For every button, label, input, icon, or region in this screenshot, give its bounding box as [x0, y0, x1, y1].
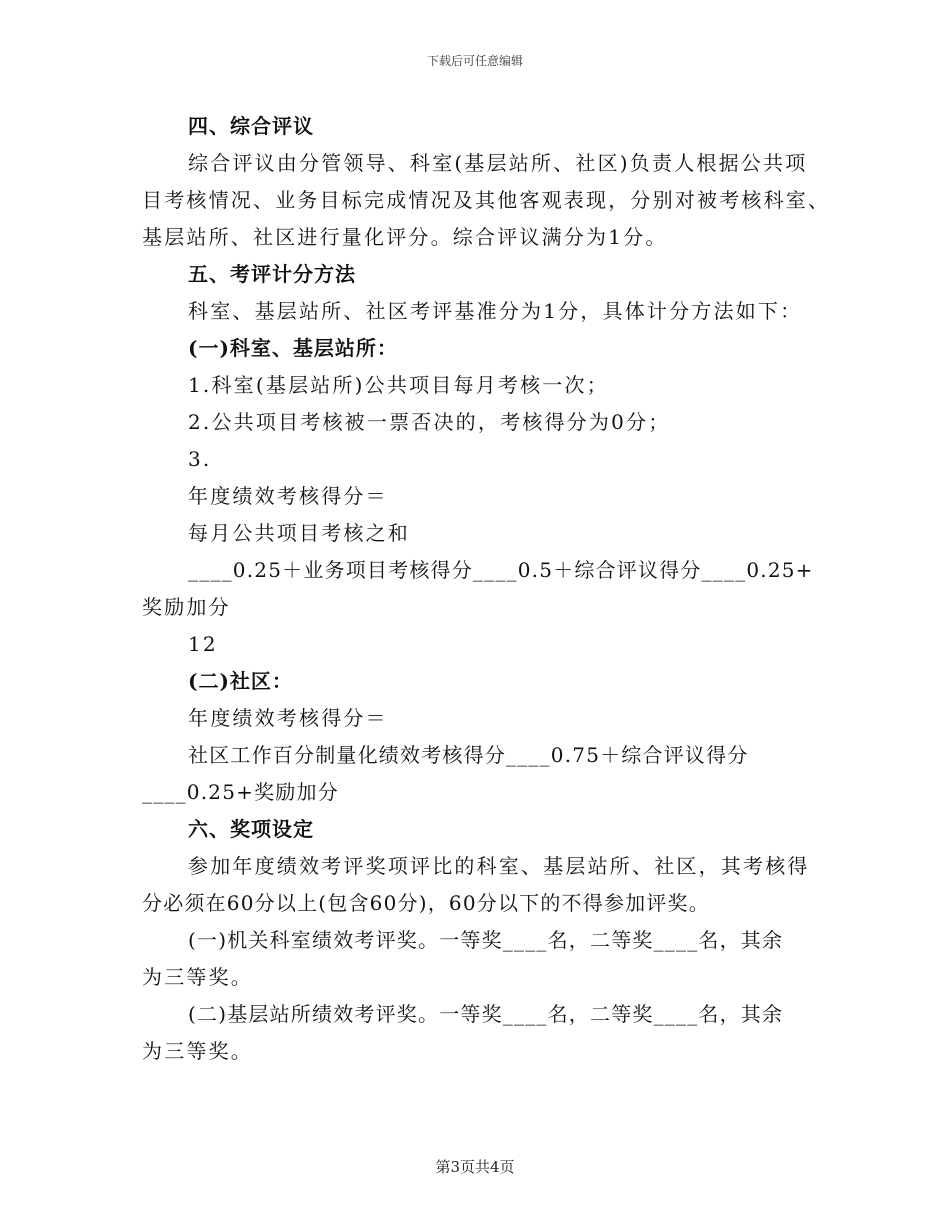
section-heading-6: 六、奖项设定 — [188, 817, 314, 841]
subsection-heading-1: (一)科室、基层站所： — [188, 336, 398, 360]
formula-line: ____0.25+奖励加分 — [142, 780, 339, 804]
formula-line: ____0.25＋业务项目考核得分____0.5＋综合评议得分____0.25+ — [188, 558, 814, 582]
list-item: 2.公共项目考核被一票否决的，考核得分为0分； — [188, 410, 671, 434]
paragraph-line: 为三等奖。 — [142, 1039, 253, 1063]
subsection-heading-2: (二)社区： — [188, 669, 293, 693]
section-heading-5: 五、考评计分方法 — [188, 262, 356, 286]
document-body — [142, 108, 831, 1070]
formula-line: 12 — [188, 632, 218, 656]
paragraph-line: (一)机关科室绩效考评奖。一等奖____名，二等奖____名，其余 — [188, 928, 784, 952]
formula-line: 年度绩效考核得分＝ — [188, 484, 388, 508]
section-heading-4: 四、综合评议 — [188, 114, 314, 138]
list-item: 1.科室(基层站所)公共项目每月考核一次； — [188, 373, 609, 397]
paragraph-line: 基层站所、社区进行量化评分。综合评议满分为1分。 — [142, 225, 668, 249]
page-footer: 第3页共4页 — [435, 1158, 515, 1176]
paragraph-line: (二)基层站所绩效考评奖。一等奖____名，二等奖____名，其余 — [188, 1002, 784, 1026]
formula-line: 奖励加分 — [142, 595, 231, 619]
list-item: 3. — [188, 447, 212, 471]
formula-line: 每月公共项目考核之和 — [188, 521, 410, 545]
paragraph-line: 目考核情况、业务目标完成情况及其他客观表现，分别对被考核科室、 — [142, 188, 831, 212]
paragraph-line: 综合评议由分管领导、科室(基层站所、社区)负责人根据公共项 — [188, 151, 808, 175]
paragraph-line: 为三等奖。 — [142, 965, 253, 989]
paragraph-line: 科室、基层站所、社区考评基准分为1分，具体计分方法如下： — [188, 299, 803, 323]
paragraph-line: 参加年度绩效考评奖项评比的科室、基层站所、社区，其考核得 — [188, 854, 810, 878]
paragraph-line: 分必须在60分以上(包含60分)，60分以下的不得参加评奖。 — [142, 891, 710, 915]
formula-line: 社区工作百分制量化绩效考核得分____0.75＋综合评议得分 — [188, 743, 749, 767]
page-header: 下载后可任意编辑 — [426, 54, 523, 68]
formula-line: 年度绩效考核得分＝ — [188, 706, 388, 730]
